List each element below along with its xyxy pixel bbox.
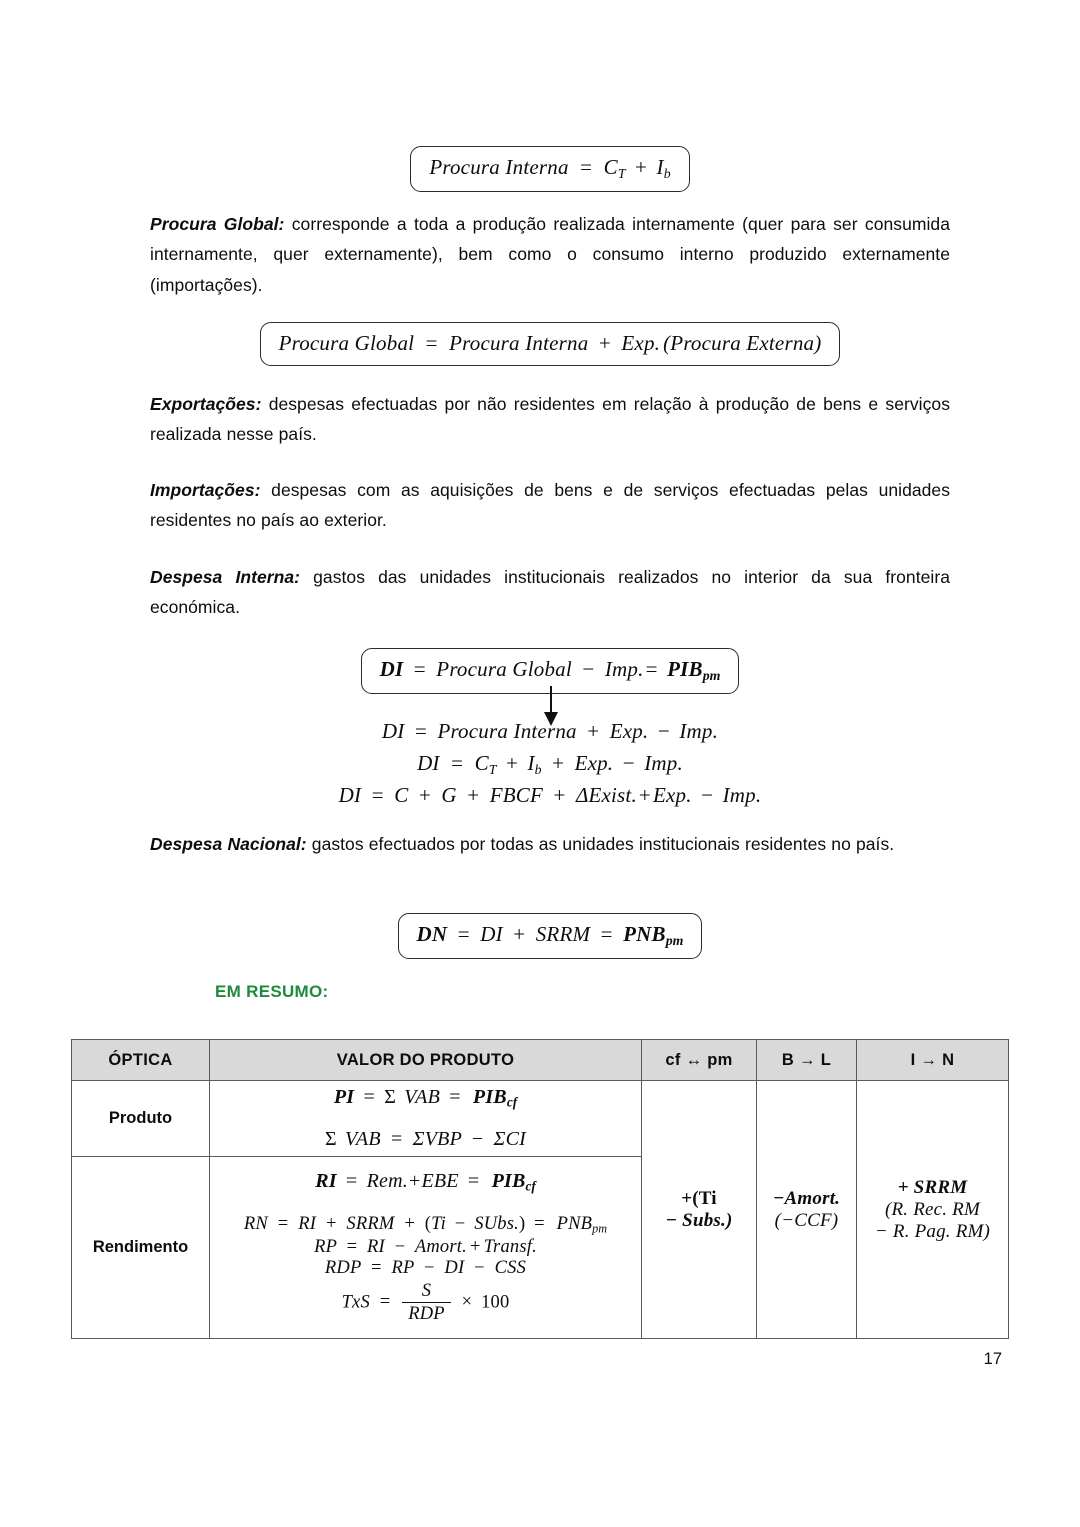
l2-i: I (527, 750, 535, 775)
svab-minus: − (471, 1128, 484, 1151)
term-procura-global: Procura Global: (150, 214, 285, 234)
l2-i-sub: b (534, 761, 542, 777)
rdp-minus1: − (423, 1257, 435, 1278)
cell-valor-produto (210, 1081, 642, 1157)
ri-ebe: EBE (421, 1169, 459, 1192)
table-header-row (72, 1040, 1009, 1081)
txs-eq: = (379, 1292, 391, 1313)
rendimento-formula-line-4 (210, 1258, 641, 1279)
paragraph-importacoes (150, 475, 950, 558)
l2-imp: Imp. (644, 750, 683, 775)
txs-hundred: 100 (481, 1292, 510, 1313)
resumo-heading: EM RESUMO: (215, 982, 329, 1001)
rn-ti: Ti (431, 1214, 446, 1235)
l1-exp: Exp. (609, 719, 649, 743)
pi-lhs: PI (333, 1085, 355, 1108)
body-exportacoes: despesas efectuadas por não residentes em relação à produção de bens e serviços realizada nesse país. (150, 394, 950, 445)
rn-eq1: = (277, 1214, 289, 1235)
fg-p1: Procura Global (278, 331, 415, 355)
rn-pnb: PNB (556, 1214, 593, 1235)
l2-plus2: + (552, 750, 565, 775)
i-n-line-2 (857, 1199, 1008, 1221)
cf-pm-text-2: − Subs.) (665, 1209, 733, 1231)
paragraph-text (150, 829, 950, 859)
di-pib: PIB (667, 657, 703, 681)
svab-vbp: ΣVBP (412, 1128, 462, 1151)
di-derivation-line-1 (150, 716, 950, 748)
body-importacoes: despesas com as aquisições de bens e de serviços efectuadas pelas unidades residentes no país ao exterior. (150, 480, 950, 531)
rp-eq: = (346, 1236, 358, 1257)
svab-eq: = (390, 1128, 403, 1151)
rn-plus1: + (325, 1214, 337, 1235)
l3-exp: Exp. (652, 783, 692, 808)
b-l-text-1: −Amort. (772, 1187, 841, 1209)
di-pg: Procura Global (436, 657, 572, 681)
txs-fraction (402, 1281, 451, 1326)
rdp-minus2: − (474, 1257, 485, 1278)
cell-b-l (757, 1081, 857, 1339)
l2-c: C (474, 750, 489, 775)
fg-p4: (Procura Externa) (663, 331, 822, 355)
fg-eq: = (425, 331, 438, 355)
rdp-eq: = (370, 1257, 382, 1278)
term-despesa-interna: Despesa Interna: (150, 567, 301, 587)
formula-box-procura-global (150, 322, 950, 366)
cell-i-n (857, 1081, 1009, 1339)
b-l-text-2: (−CCF) (774, 1209, 839, 1231)
l2-exp: Exp. (574, 750, 614, 775)
resumo-heading-container (215, 982, 329, 1002)
rp-ri: RI (367, 1236, 385, 1257)
paragraph-despesa-interna (150, 562, 950, 645)
l2-eq: = (451, 750, 464, 775)
rp-transf: Transf. (483, 1236, 537, 1257)
l3-fbcf: FBCF (489, 783, 543, 808)
dn-lhs: DN (416, 922, 448, 946)
l1-plus: + (587, 719, 600, 743)
l3-dexist: ΔExist. (575, 783, 637, 808)
column-header-b-l: B → L (757, 1040, 857, 1081)
l1-pi: Procura Interna (437, 719, 577, 743)
ri-eq2: = (467, 1169, 480, 1192)
rendimento-formula-line-5 (210, 1281, 641, 1326)
di-eq2: = (645, 657, 658, 681)
formula-procura-global-text (279, 331, 822, 355)
cf-pm-text-1: +(Ti (681, 1187, 717, 1209)
cell-valor-rendimento (210, 1157, 642, 1339)
ri-lhs: RI (315, 1169, 337, 1192)
ri-pib-sub: cf (525, 1178, 536, 1194)
body-despesa-interna: gastos das unidades institucionais realizados no interior da sua fronteira económica. (150, 567, 950, 618)
fi-plus: + (635, 155, 648, 179)
txs-times: × (461, 1292, 473, 1313)
produto-formula-line-2 (210, 1128, 641, 1151)
fi-lhs: Procura Interna (429, 155, 569, 179)
pi-eq1: = (363, 1085, 375, 1108)
l2-minus: − (622, 750, 635, 775)
i-n-line-1 (857, 1177, 1008, 1199)
rp-plus: + (469, 1236, 481, 1257)
ri-plus1: + (408, 1169, 421, 1192)
table-row (72, 1081, 1009, 1157)
pi-eq2: = (449, 1085, 461, 1108)
formula-box-despesa-nacional (150, 913, 950, 959)
paragraph-text (150, 209, 950, 300)
l1-minus: − (657, 719, 670, 743)
rn-pnb-sub: pm (592, 1221, 608, 1236)
txs-lhs: TxS (341, 1292, 370, 1313)
l3-plus4: + (638, 783, 651, 808)
column-header-valor-do-produto: VALOR DO PRODUTO (210, 1040, 642, 1081)
ri-rem: Rem. (366, 1169, 408, 1192)
cell-cf-pm (642, 1081, 757, 1339)
column-header-i-n: I → N (857, 1040, 1009, 1081)
rendimento-formula-line-3 (210, 1237, 641, 1258)
fg-p2: Procura Interna (449, 331, 589, 355)
pi-sigma1: Σ (384, 1085, 397, 1108)
fi-i: I (656, 155, 664, 179)
term-importacoes: Importações: (150, 480, 261, 500)
rdp-di: DI (444, 1257, 465, 1278)
formula-dn-text (417, 922, 684, 946)
dn-di: DI (480, 922, 503, 946)
l3-eq: = (371, 783, 384, 808)
l1-eq: = (414, 719, 427, 743)
cell-optica-rendimento: Rendimento (72, 1157, 210, 1339)
di-eq1: = (413, 657, 426, 681)
produto-formula-line-1 (210, 1086, 641, 1111)
formula-procura-interna (410, 146, 689, 192)
rp-amort: Amort. (414, 1236, 467, 1257)
i-n-text-3: − R. Pag. RM) (874, 1220, 991, 1242)
l3-imp: Imp. (722, 783, 762, 808)
rdp-lhs: RDP (324, 1257, 362, 1278)
l1-imp: Imp. (679, 719, 719, 743)
rp-minus: − (394, 1236, 406, 1257)
txs-fraction-numerator: S (402, 1281, 451, 1303)
l3-c: C (394, 783, 409, 808)
l3-plus2: + (467, 783, 480, 808)
term-despesa-nacional: Despesa Nacional: (150, 834, 307, 854)
b-l-line-1 (757, 1188, 856, 1210)
term-exportacoes: Exportações: (150, 394, 262, 414)
dn-eq1: = (457, 922, 470, 946)
i-n-text-2: (R. Rec. RM (884, 1198, 981, 1220)
rp-lhs: RP (314, 1236, 337, 1257)
paragraph-text (150, 562, 950, 623)
dn-plus: + (513, 922, 526, 946)
rdp-css: CSS (494, 1257, 527, 1278)
rn-lhs: RN (243, 1214, 268, 1235)
svab-ci: ΣCI (493, 1128, 527, 1151)
paragraph-text (150, 475, 950, 536)
rn-plus2: + (404, 1214, 415, 1235)
formula-di-text (380, 657, 721, 681)
paragraph-exportacoes (150, 389, 950, 472)
formula-di-derivations (150, 716, 950, 812)
summary-table (71, 1039, 1009, 1339)
formula-procura-interna-text (429, 155, 670, 179)
b-l-line-2 (757, 1210, 856, 1232)
column-header-cf-pm: cf ↔ pm (642, 1040, 757, 1081)
fg-p3: Exp. (621, 331, 661, 355)
body-procura-global: corresponde a toda a produção realizada internamente (quer para ser consumida internamente, quer externamente), bem como o consumo interno produzido externamente (importações). (150, 214, 950, 295)
cf-pm-line-1 (642, 1188, 756, 1210)
i-n-line-3 (857, 1221, 1008, 1243)
di-pib-sub: pm (702, 667, 721, 683)
fi-c-sub: T (617, 165, 626, 181)
l2-c-sub: T (488, 761, 497, 777)
rn-ri: RI (298, 1214, 317, 1235)
svab-vab: VAB (345, 1128, 381, 1151)
svab-sigma: Σ (324, 1128, 337, 1151)
l3-di: DI (338, 783, 362, 808)
l3-plus1: + (418, 783, 431, 808)
l3-plus3: + (553, 783, 566, 808)
l2-plus1: + (505, 750, 519, 775)
l3-minus: − (701, 783, 714, 808)
rn-subs: SUbs. (474, 1214, 519, 1235)
rn-srrm: SRRM (346, 1214, 395, 1235)
pi-pib: PIB (472, 1085, 507, 1108)
l2-di: DI (417, 750, 440, 775)
rdp-rp: RP (391, 1257, 415, 1278)
paragraph-procura-global (150, 209, 950, 322)
cell-optica-produto: Produto (72, 1081, 210, 1157)
di-derivation-line-3 (150, 780, 950, 812)
page-number: 17 (983, 1350, 1002, 1368)
i-n-text-1: + SRRM (897, 1176, 968, 1198)
ri-eq1: = (345, 1169, 358, 1192)
fi-c: C (603, 155, 618, 179)
body-despesa-nacional: gastos efectuados por todas as unidades institucionais residentes no país. (306, 834, 895, 854)
fi-eq: = (580, 155, 593, 179)
l3-g: G (441, 783, 457, 808)
arrow-shaft (550, 686, 552, 714)
pi-pib-sub: cf (506, 1094, 518, 1110)
formula-dn (398, 913, 703, 959)
di-minus: − (582, 657, 595, 681)
rendimento-formula-line-1 (210, 1170, 641, 1195)
txs-fraction-denominator: RDP (408, 1304, 445, 1325)
l1-di: DI (381, 719, 405, 743)
dn-srrm: SRRM (535, 922, 591, 946)
dn-pnb: PNB (623, 922, 666, 946)
dn-pnb-sub: pm (665, 932, 684, 948)
paragraph-text (150, 389, 950, 450)
di-lhs: DI (379, 657, 404, 681)
pi-vab: VAB (404, 1085, 441, 1108)
rendimento-formula-line-2: RN = RI + SRRM + (Ti − SUbs.) = $PNB_{pm}$ (243, 1214, 608, 1236)
summary-table-container (71, 1039, 1009, 1339)
rn-eq2: = (534, 1214, 545, 1235)
cf-pm-line-2 (642, 1210, 756, 1232)
formula-procura-global (260, 322, 841, 366)
fi-i-sub: b (663, 165, 671, 181)
di-derivation-line-2 (150, 748, 950, 781)
column-header-optica: ÓPTICA (72, 1040, 210, 1081)
paragraph-despesa-nacional (150, 829, 950, 881)
rn-minus: − (454, 1214, 466, 1235)
di-imp: Imp. (604, 657, 644, 681)
dn-eq2: = (600, 922, 613, 946)
fg-plus: + (598, 331, 611, 355)
ri-pib: PIB (491, 1169, 526, 1192)
formula-box-procura-interna (150, 146, 950, 192)
